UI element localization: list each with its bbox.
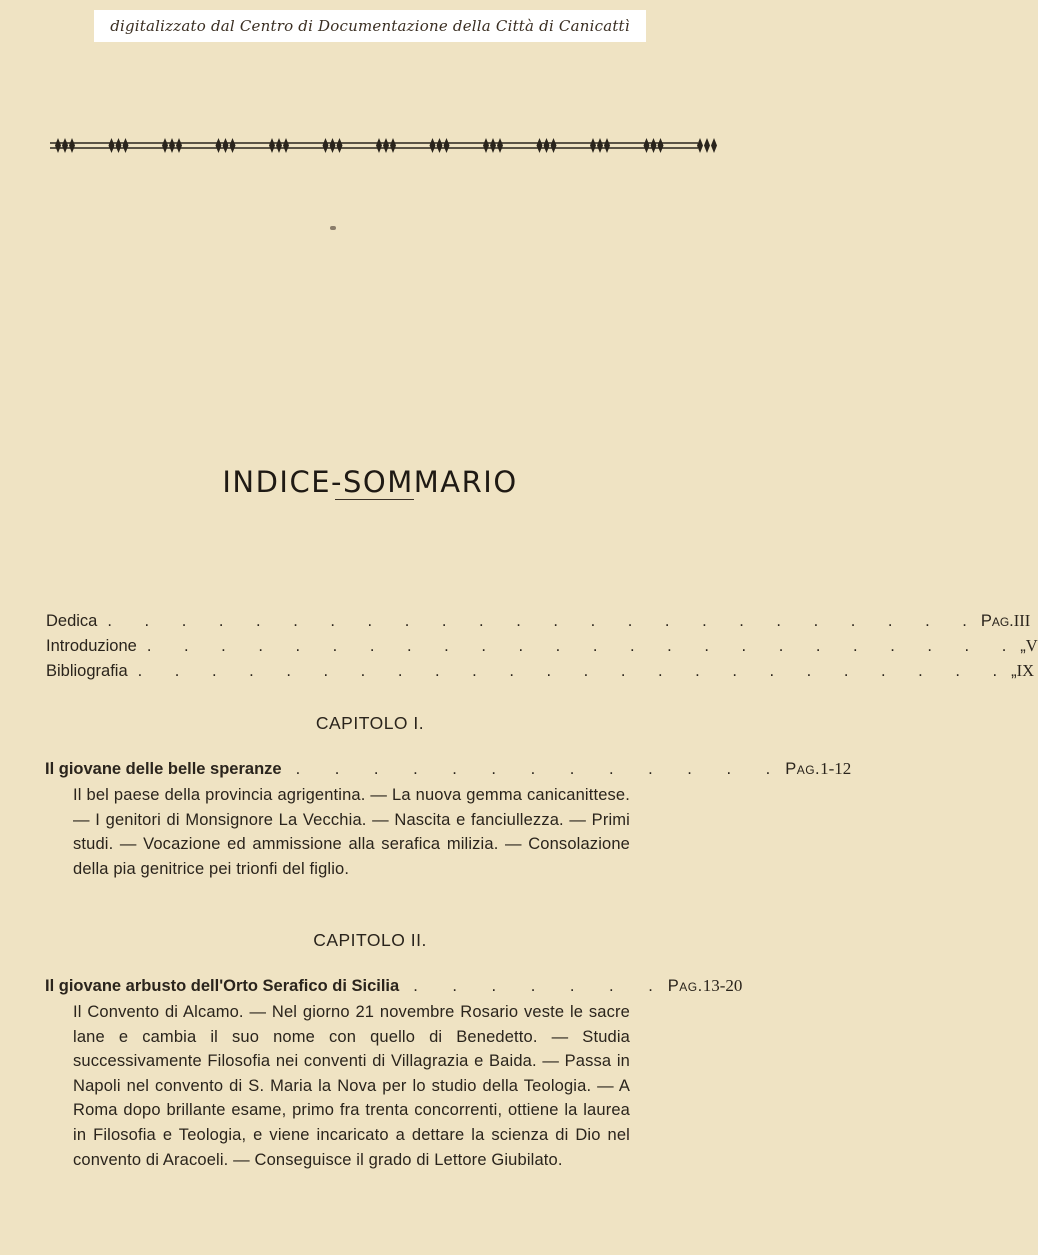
page-number: IX bbox=[1016, 661, 1035, 680]
ornament-mark bbox=[658, 138, 664, 153]
leader-dots: . . . . . . . . . . . . . bbox=[295, 760, 786, 778]
ornament-mark bbox=[711, 138, 717, 153]
title-underline bbox=[335, 499, 414, 500]
toc-entry-label: Introduzione bbox=[46, 637, 137, 655]
ornament-mark bbox=[116, 138, 122, 153]
page-label: „ bbox=[1011, 662, 1017, 680]
ornament-mark bbox=[704, 138, 710, 153]
ornament-mark bbox=[697, 138, 703, 153]
page-title: INDICE-SOMMARIO bbox=[222, 465, 518, 500]
page-range: 1-12 bbox=[820, 759, 852, 778]
ornament-mark bbox=[337, 138, 343, 153]
toc-entry-dedica bbox=[46, 611, 1031, 635]
ornament-mark bbox=[430, 138, 436, 153]
leader-dots: . . . . . . . . . . . . . . . . . . . . . . . . bbox=[137, 662, 1012, 680]
page-label: Pag. bbox=[785, 760, 821, 778]
toc-entry-label: Bibliografia bbox=[46, 662, 128, 680]
ornament-mark bbox=[390, 138, 396, 153]
chapter-title: Il giovane delle belle speranze bbox=[45, 760, 282, 778]
ornament-mark bbox=[169, 138, 175, 153]
digitization-watermark bbox=[94, 10, 646, 42]
ornament-mark bbox=[283, 138, 289, 153]
paper-speck bbox=[330, 226, 336, 230]
ornament-mark bbox=[62, 138, 68, 153]
chapter-2-summary: Il Convento di Alcamo. — Nel giorno 21 novembre Rosario veste le sacre lane e cambia il suo nome con quello di Benedetto. — Studia successivamente Filosofia nei conventi di Villagrazia e Baida. — Passa in Napoli nel convento di S. Maria la Nova per lo studio della Teologia. — A Roma dopo brillante esame, primo fra trenta concorrenti, ottiene la laurea in Filosofia e Teologia, e viene incaricato a dettare la scienza di Dio nel convento di Aracoeli. — Conseguisce il grado di Lettore Giubilato. bbox=[73, 1003, 630, 1169]
toc-entry-introduzione bbox=[46, 636, 1038, 660]
chapter-1-summary: Il bel paese della provincia agrigentina. — La nuova gemma canicanittese. — I genitori di Monsignore La Vecchia. — Nascita e fanciullezza. — Primi studi. — Vocazione ed ammissione alla serafica milizia. — Consolazione della pia genitrice pei trionfi del figlio. bbox=[73, 786, 630, 878]
page-label: „ bbox=[1020, 637, 1026, 655]
ornament-mark bbox=[376, 138, 382, 153]
ornament-mark bbox=[590, 138, 596, 153]
ornament-mark bbox=[323, 138, 329, 153]
ornament-mark bbox=[162, 138, 168, 153]
chapter-heading-1: CAPITOLO I. bbox=[315, 713, 425, 733]
ornament-mark bbox=[644, 138, 650, 153]
ornament-mark bbox=[269, 138, 275, 153]
ornament-mark bbox=[497, 138, 503, 153]
ornament-mark bbox=[216, 138, 222, 153]
chapter-title: Il giovane arbusto dell'Orto Serafico di Sicilia bbox=[45, 977, 400, 995]
ornament-mark bbox=[276, 138, 282, 153]
ornament-mark bbox=[223, 138, 229, 153]
toc-entry-bibliografia bbox=[46, 661, 1035, 685]
ornament-mark bbox=[230, 138, 236, 153]
page-label: Pag. bbox=[667, 977, 703, 995]
ornament-mark bbox=[176, 138, 182, 153]
toc-entry-label: Dedica bbox=[46, 612, 98, 630]
page-number: V bbox=[1025, 636, 1038, 655]
ornament-mark bbox=[490, 138, 496, 153]
ornament-mark bbox=[444, 138, 450, 153]
leader-dots: . . . . . . . . . . . . . . . . . . . . . . . . bbox=[107, 612, 981, 630]
watermark-text: digitalizzato dal Centro di Documentazione della Città di Canicattì bbox=[110, 17, 630, 35]
ornament-mark bbox=[383, 138, 389, 153]
ornament-mark bbox=[597, 138, 603, 153]
ornament-mark bbox=[330, 138, 336, 153]
page-number: III bbox=[1013, 611, 1031, 630]
ornament-mark bbox=[123, 138, 129, 153]
ornament-mark bbox=[69, 138, 75, 153]
ornament-mark bbox=[483, 138, 489, 153]
page-label: Pag. bbox=[980, 612, 1014, 630]
page-range: 13-20 bbox=[702, 976, 743, 995]
decorative-border-ornament bbox=[50, 134, 698, 156]
chapter-2-entry bbox=[45, 976, 743, 996]
ornament-mark bbox=[544, 138, 550, 153]
ornament-mark bbox=[437, 138, 443, 153]
ornament-mark bbox=[55, 138, 61, 153]
ornament-mark bbox=[109, 138, 115, 153]
ornament-mark bbox=[537, 138, 543, 153]
leader-dots: . . . . . . . . . . . . . . . . . . . . . . . . bbox=[146, 637, 1021, 655]
ornament-mark bbox=[551, 138, 557, 153]
ornament-mark bbox=[651, 138, 657, 153]
ornament-mark bbox=[604, 138, 610, 153]
chapter-1-entry bbox=[45, 759, 852, 779]
chapter-heading-2: CAPITOLO II. bbox=[313, 930, 427, 950]
leader-dots: . . . . . . . bbox=[413, 977, 668, 995]
